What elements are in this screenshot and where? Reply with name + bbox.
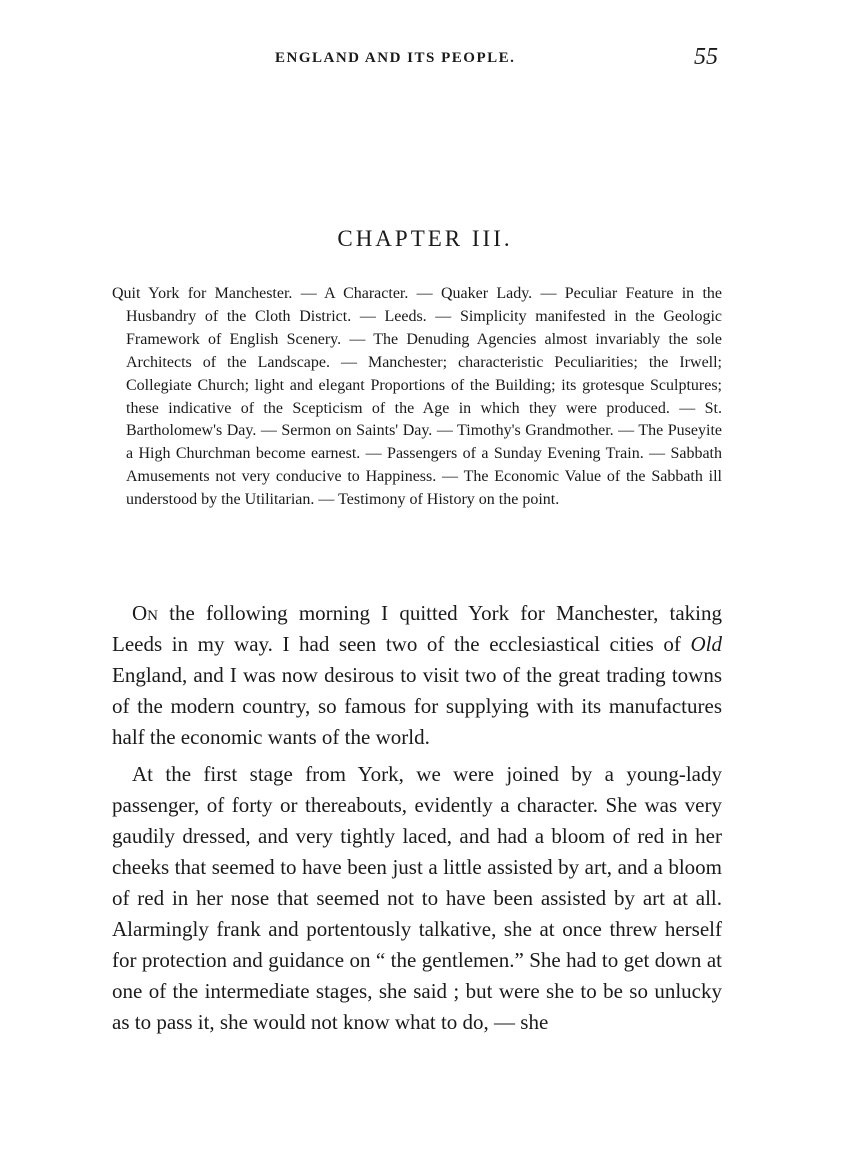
running-head: [115, 44, 720, 74]
running-title: ENGLAND AND ITS PEOPLE.: [275, 50, 516, 66]
paragraph-1-text-a: the following morning I quitted York for Manchester, taking Leeds in my way. I had seen two of the ecclesiastical cities of: [112, 601, 722, 656]
paragraph-1: [112, 598, 722, 753]
page-number: 55: [694, 44, 718, 70]
chapter-heading: CHAPTER III.: [337, 226, 513, 251]
body-text: [112, 598, 722, 1044]
paragraph-1-emphasis: Old: [690, 632, 722, 656]
paragraph-1-initial: On: [132, 601, 158, 625]
chapter-synopsis: Quit York for Manchester. — A Character. — Quaker Lady. — Peculiar Feature in the Husbandry of the Cloth District. — Leeds. — Simplicity manifested in the Geologic Framework of English Scenery. — The Denuding Agencies almost invariably the sole Architects of the Landscape. — Manchester; characteristic Peculiarities; the Irwell; Collegiate Church; light and elegant Proportions of the Building; its grotesque Sculptures; these indicative of the Scepticism of the Age in which they were produced. — St. Bartholomew's Day. — Sermon on Saints' Day. — Timothy's Grandmother. — The Puseyite a High Churchman become earnest. — Passengers of a Sunday Evening Train. — Sabbath Amusements not very conducive to Happiness. — The Economic Value of the Sabbath ill understood by the Utilitarian. — Testimony of History on the point.: [112, 285, 722, 509]
paragraph-2: At the first stage from York, we were joined by a young-lady passenger, of forty or thereabouts, evidently a character. She was very gaudily dressed, and very tightly laced, and had a bloom of red in her cheeks that seemed to have been just a little assisted by art, and a bloom of red in her nose that seemed not to have been assisted by art at all. Alarmingly frank and portentously talkative, she at once threw herself for protection and guidance on “ the gentlemen.” She had to get down at one of the intermediate stages, she said ; but were she to be so unlucky as to pass it, she would not know what to do, — she: [112, 762, 722, 1034]
paragraph-1-text-b: England, and I was now desirous to visit two of the great trading towns of the modern country, so famous for supplying with its manufactures half the economic wants of the world.: [112, 663, 722, 749]
